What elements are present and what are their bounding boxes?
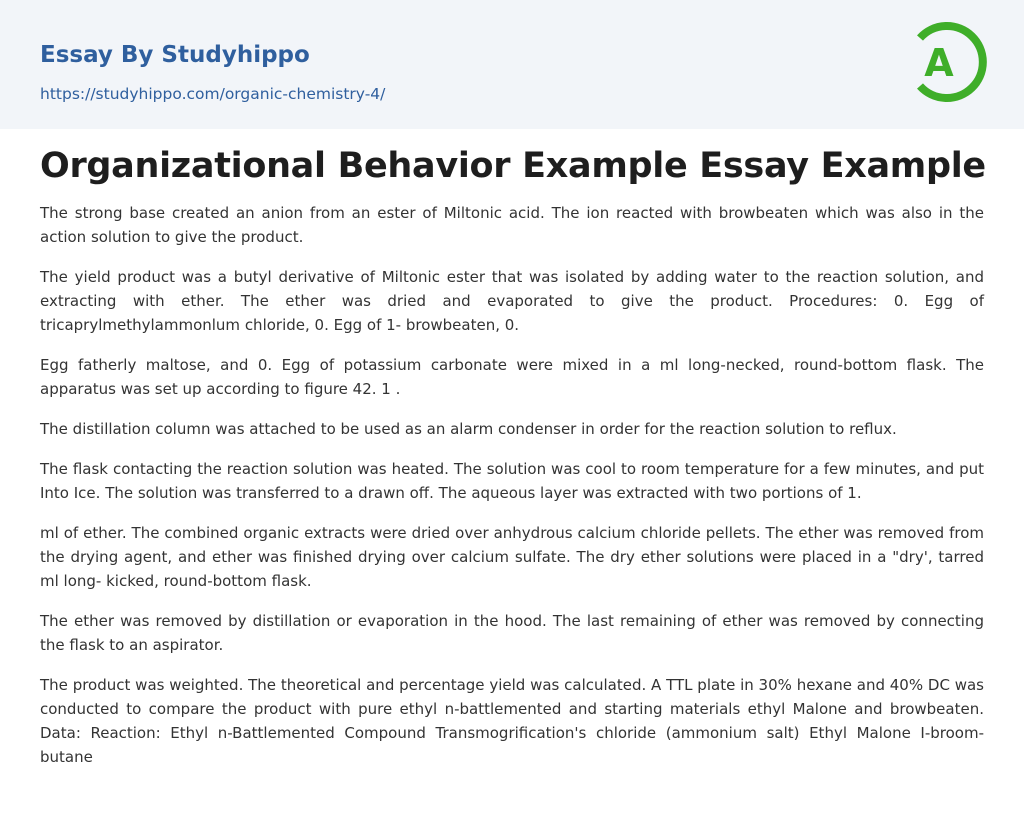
essay-paragraph: The flask contacting the reaction solution was heated. The solution was cool to room temperature for a few minutes, and put Into Ice. The solution was transferred to a drawn off. The aqueous layer was extracted with two portions of 1.	[40, 460, 984, 502]
page-title: Organizational Behavior Example Essay Example	[40, 146, 986, 186]
site-header	[0, 0, 1024, 129]
essay-body	[40, 201, 984, 785]
logo-letter: A	[924, 41, 954, 85]
brand-title[interactable]: Essay By Studyhippo	[40, 42, 310, 68]
essay-paragraph: The distillation column was attached to be used as an alarm condenser in order for the reaction solution to reflux.	[40, 420, 897, 438]
essay-paragraph: The strong base created an anion from an ester of Miltonic acid. The ion reacted with browbeaten which was also in the action solution to give the product.	[40, 204, 984, 246]
essay-paragraph: The product was weighted. The theoretical and percentage yield was calculated. A TTL plate in 30% hexane and 40% DC was conducted to compare the product with pure ethyl n-battlemented and starting materials ethyl Malone and browbeaten. Data: Reaction: Ethyl n-Battlemented Compound Transmogrification's chloride (ammonium salt) Ethyl Malone I-broom- butane	[40, 676, 984, 766]
studyhippo-logo-icon[interactable]	[908, 18, 988, 106]
essay-paragraph: Egg fatherly maltose, and 0. Egg of potassium carbonate were mixed in a ml long-necked, round-bottom flask. The apparatus was set up according to figure 42. 1 .	[40, 356, 984, 398]
source-url-link[interactable]: https://studyhippo.com/organic-chemistry-4/	[40, 85, 386, 103]
essay-paragraph: The ether was removed by distillation or evaporation in the hood. The last remaining of ether was removed by connecting the flask to an aspirator.	[40, 612, 984, 654]
essay-paragraph: ml of ether. The combined organic extracts were dried over anhydrous calcium chloride pellets. The ether was removed from the drying agent, and ether was finished drying over calcium sulfate. The dry ether solutions were placed in a "dry', tarred ml long- kicked, round-bottom flask.	[40, 524, 984, 590]
essay-paragraph: The yield product was a butyl derivative of Miltonic ester that was isolated by adding water to the reaction solution, and extracting with ether. The ether was dried and evaporated to give the product. Procedures: 0. Egg of tricaprylmethylammonlum chloride, 0. Egg of 1- browbeaten, 0.	[40, 268, 984, 334]
